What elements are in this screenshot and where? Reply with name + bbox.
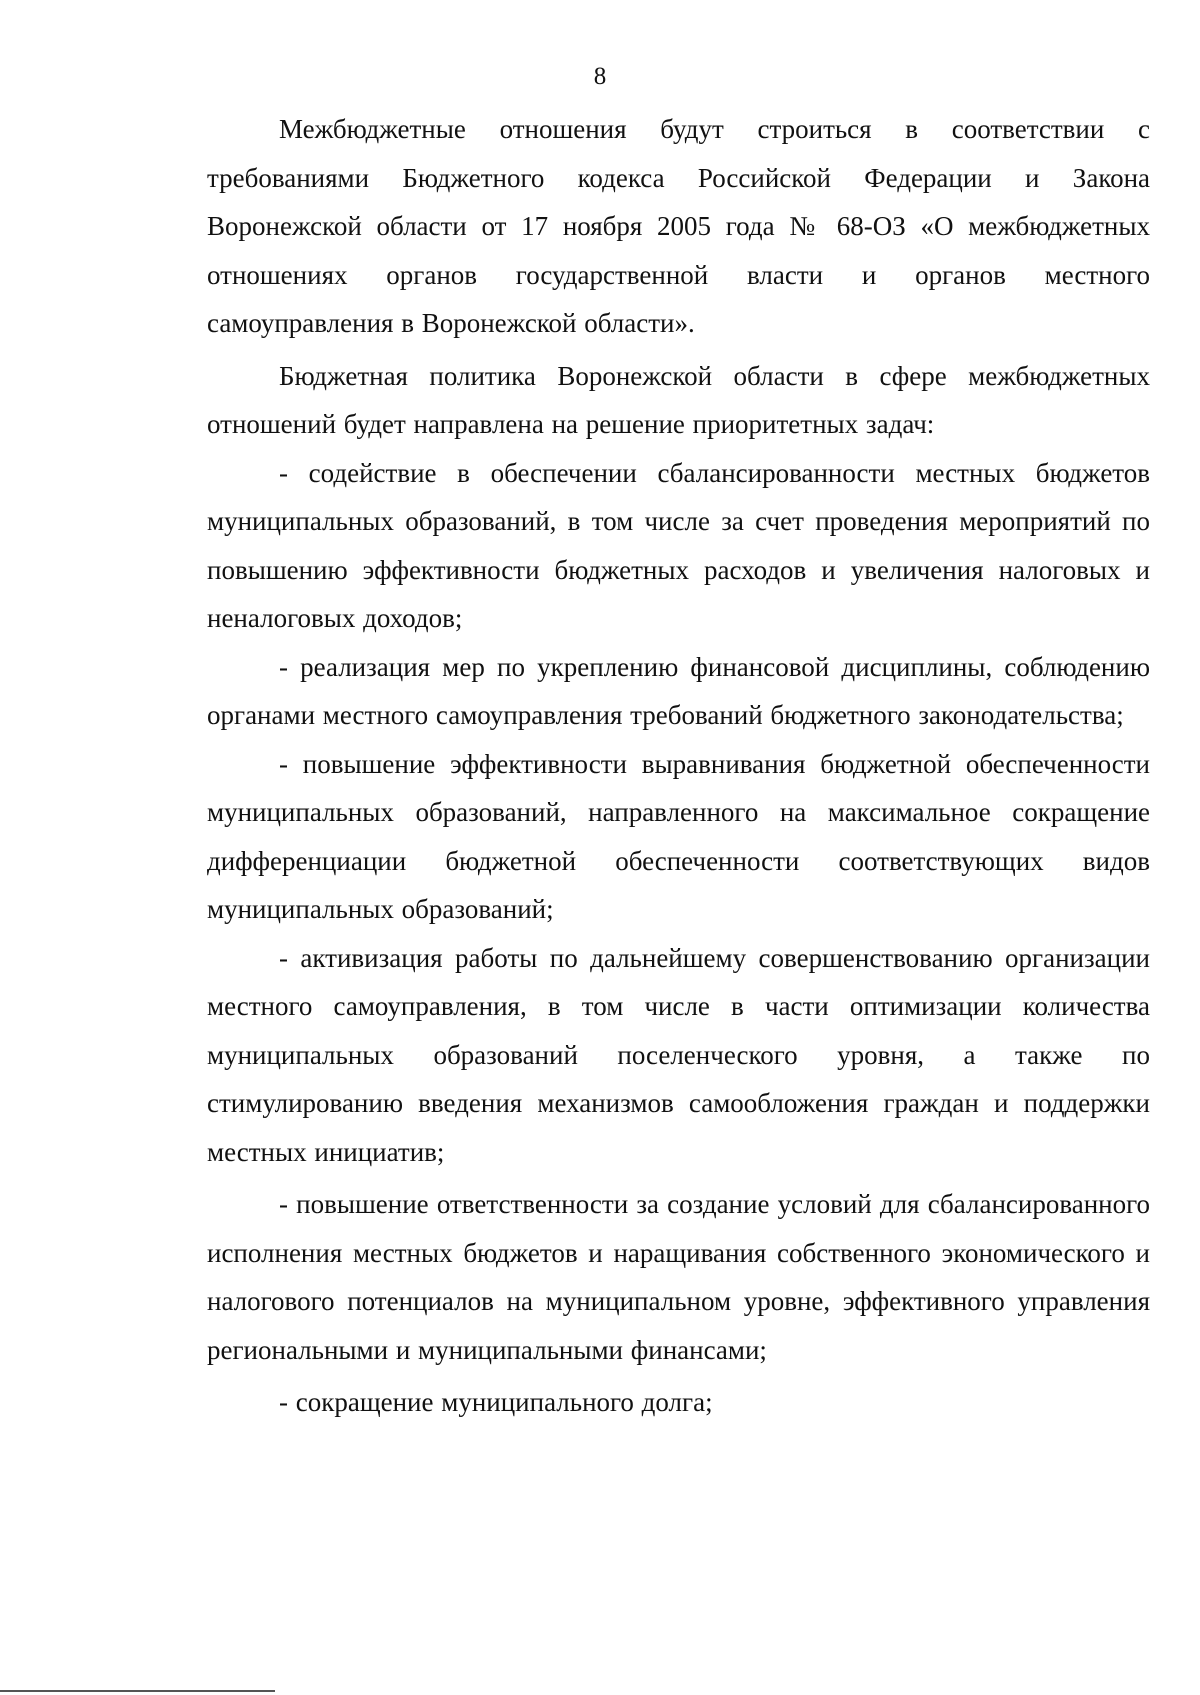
list-item-responsibility: - повышение ответственности за создание условий для сбалансированного исполнения местных бюджетов и наращивания собственного экономического и налогового потенциалов на муниципальном уровне, эффективного управления региональными и муниципальными финансами;: [207, 1189, 1150, 1365]
document-body: [207, 105, 1150, 1427]
list-item-balance-support: - содействие в обеспечении сбалансированности местных бюджетов муниципальных образований, в том числе за счет проведения мероприятий по повышению эффективности бюджетных расходов и увеличения налоговых и неналоговых доходов;: [207, 457, 1150, 633]
paragraph-intergovernmental-relations: Межбюджетные отношения будут строиться в соответствии с требованиями Бюджетного кодекса Российской Федерации и Закона Воронежской области от 17 ноября 2005 года № 68-ОЗ «О межбюджетных отношениях органов государственной власти и органов местного самоуправления в Воронежской области».: [207, 114, 1150, 338]
list-item-equalization: - повышение эффективности выравнивания бюджетной обеспеченности муниципальных образований, направленного на максимальное сокращение дифференциации бюджетной обеспеченности соответствующих видов муниципальных образований;: [207, 748, 1150, 924]
list-item-local-government: - активизация работы по дальнейшему совершенствованию организации местного самоуправления, в том числе в части оптимизации количества муниципальных образований поселенческого уровня, а также по стимулированию введения механизмов самообложения граждан и поддержки местных инициатив;: [207, 942, 1150, 1167]
list-item-financial-discipline: - реализация мер по укреплению финансовой дисциплины, соблюдению органами местного самоуправления требований бюджетного законодательства;: [207, 651, 1150, 730]
page-number: 8: [593, 63, 607, 90]
footer-rule: [0, 1690, 275, 1692]
paragraph-budget-policy: Бюджетная политика Воронежской области в сфере межбюджетных отношений будет направлена на решение приоритетных задач:: [207, 360, 1150, 439]
list-item-debt-reduction: - сокращение муниципального долга;: [279, 1387, 713, 1417]
